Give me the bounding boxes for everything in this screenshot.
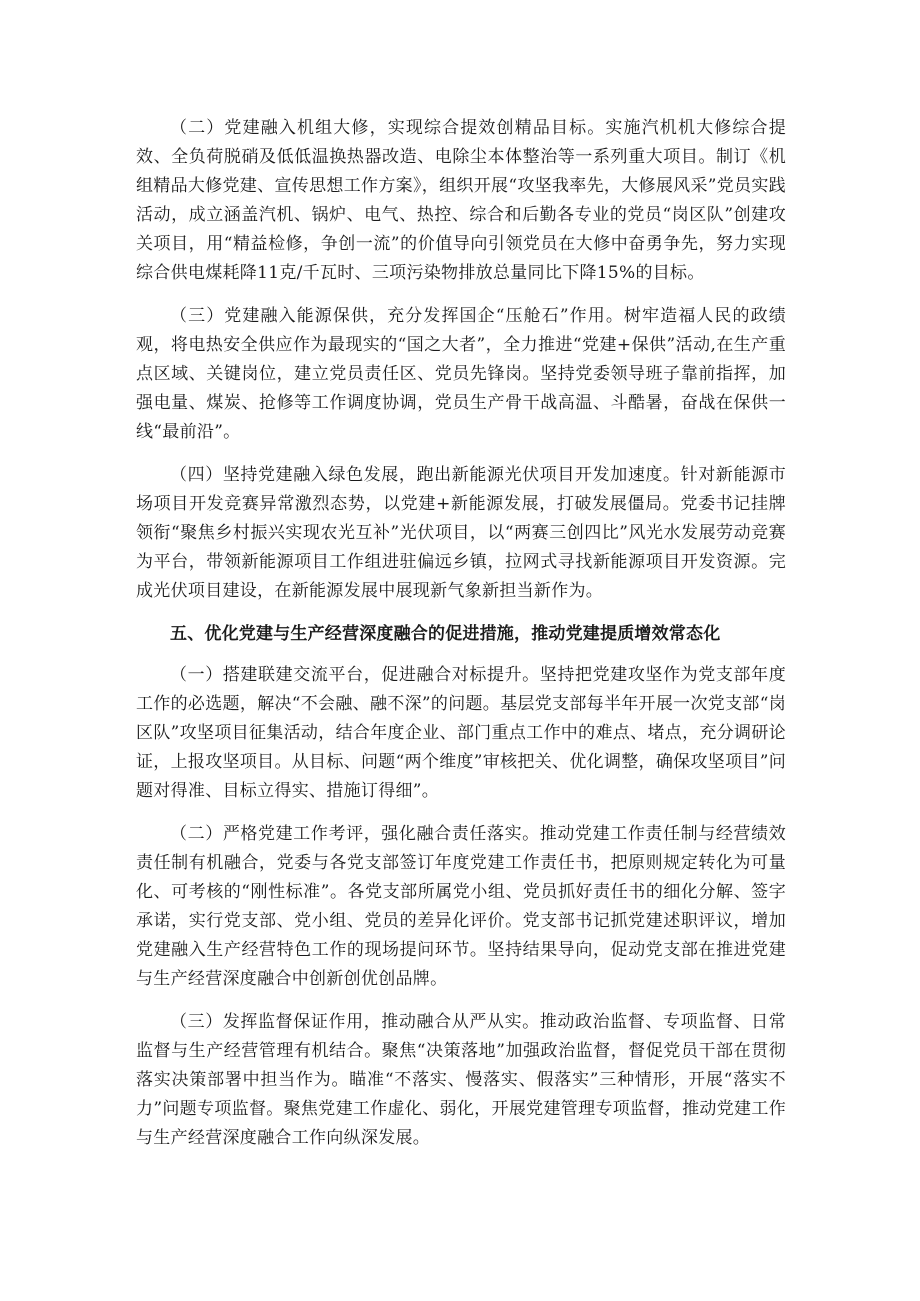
paragraph-green-development: （四）坚持党建融入绿色发展，跑出新能源光伏项目开发加速度。针对新能源市场项目开发竞赛异常激烈态势，以党建+新能源发展，打破发展僵局。党委书记挂牌领衔“聚焦乡村振兴实现农光互补”光伏项目，以“两赛三创四比”风光水发展劳动竞赛为平台，带领新能源项目工作组进驻偏远乡镇，拉网式寻找新能源项目开发资源。完成光伏项目建设，在新能源发展中展现新气象新担当新作为。 [136,465,786,601]
paragraph-supervision: （三）发挥监督保证作用，推动融合从严从实。推动政治监督、专项监督、日常监督与生产经营管理有机结合。聚焦“决策落地”加强政治监督，督促党员干部在贯彻落实决策部署中担当作为。瞄准“不落实、慢落实、假落实”三种情形，开展“落实不力”问题专项监督。聚焦党建工作虚化、弱化，开展党建管理专项监督，推动党建工作与生产经营深度融合工作向纵深发展。 [136,1012,786,1148]
paragraph-maintenance: （二）党建融入机组大修，实现综合提效创精品目标。实施汽机机大修综合提效、全负荷脱硝及低低温换热器改造、电除尘本体整治等一系列重大项目。制订《机组精品大修党建、宣传思想工作方案》，组织开展“攻坚我率先，大修展风采”党员实践活动，成立涵盖汽机、锅炉、电气、热控、综合和后勤各专业的党员“岗区队”创建攻关项目，用“精益检修，争创一流”的价值导向引领党员在大修中奋勇争先，努力实现综合供电煤耗降11克/千瓦时、三项污染物排放总量同比下降15%的目标。 [136,118,786,283]
section-heading: 五、优化党建与生产经营深度融合的促进措施，推动党建提质增效常态化 [170,624,721,644]
document-body [136,114,786,1167]
paragraph-platform: （一）搭建联建交流平台，促进融合对标提升。坚持把党建攻坚作为党支部年度工作的必选题，解决“不会融、融不深”的问题。基层党支部每半年开展一次党支部“岗区队”攻坚项目征集活动，结合年度企业、部门重点工作中的难点、堵点，充分调研论证，上报攻坚项目。从目标、问题“两个维度”审核把关、优化调整，确保攻坚项目”问题对得准、目标立得实、措施订得细”。 [136,665,786,801]
paragraph-evaluation: （二）严格党建工作考评，强化融合责任落实。推动党建工作责任制与经营绩效责任制有机融合，党委与各党支部签订年度党建工作责任书，把原则规定转化为可量化、可考核的“刚性标准”。各党支部所属党小组、党员抓好责任书的细化分解、签字承诺，实行党支部、党小组、党员的差异化评价。党支部书记抓党建述职评议，增加党建融入生产经营特色工作的现场提问环节。坚持结果导向，促动党支部在推进党建与生产经营深度融合中创新创优创品牌。 [136,824,786,989]
paragraph-energy-supply: （三）党建融入能源保供，充分发挥国企“压舱石”作用。树牢造福人民的政绩观，将电热安全供应作为最现实的“国之大者”，全力推进“党建+保供”活动,在生产重点区域、关键岗位，建立党员责任区、党员先锋岗。坚持党委领导班子靠前指挥，加强电量、煤炭、抢修等工作调度协调，党员生产骨干战高温、斗酷暑，奋战在保供一线“最前沿”。 [136,306,786,442]
